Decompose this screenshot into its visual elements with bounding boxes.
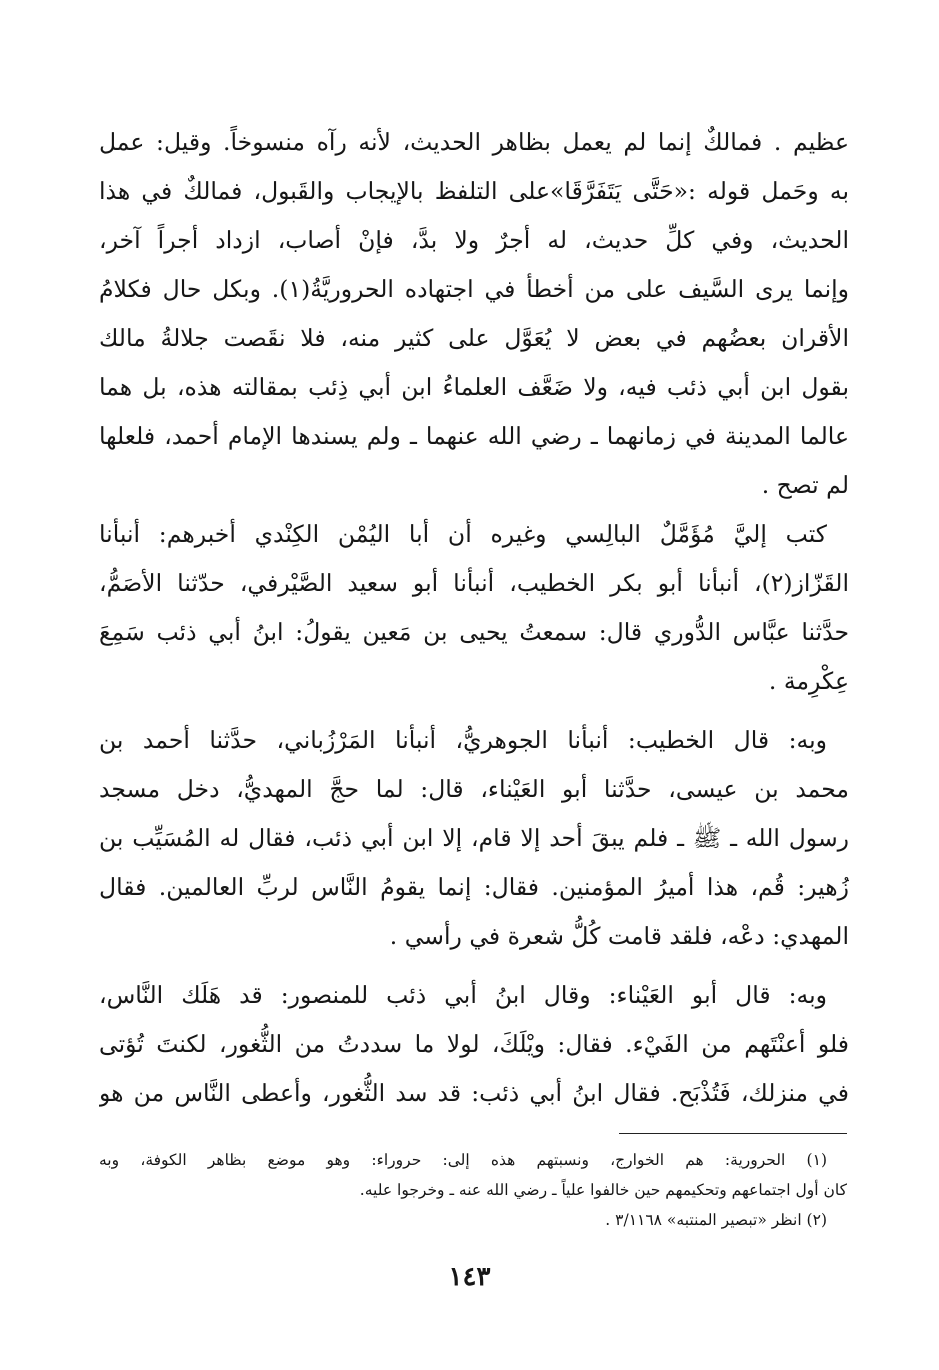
text-line: المهدي: دعْه، فلقد قامت كُلُّ شعرة في رأسي .	[389, 922, 849, 950]
footnote-line: (١) الحرورية: هم الخوارج، ونسبتهم هذه إلى: حروراء: وهو موضع بظاهر الكوفة، وبه	[99, 1151, 827, 1169]
footnotes	[99, 1145, 847, 1235]
paragraph-1	[99, 118, 849, 510]
text-line: كتب إليَّ مُؤَمَّلٌ البالِسي وغيره أن أبا اليُمْن الكِنْدي أخبرهم: أنبأنا	[99, 520, 827, 548]
text-line: زُهير: قُم، هذا أميرُ المؤمنين. فقال: إنما يقومُ النَّاس لربِّ العالمين. فقال	[99, 873, 849, 901]
text-line: فلو أعنْتَهم من الفَيْء. فقال: ويْلَكَ، لولا ما سددتُ من الثُّغور، لكنتَ تُؤتى	[99, 1030, 849, 1058]
page-number: ١٤٣	[448, 1262, 491, 1292]
text-line: وإنما يرى السَّيف على من أخطأ في اجتهاده الحروريَّةُ(١). وبكل حال فكلامُ	[99, 275, 849, 303]
footnote-separator	[619, 1133, 847, 1134]
text-line: وبه: قال الخطيب: أنبأنا الجوهريُّ، أنبأنا المَرْزُباني، حدَّثنا أحمد بن	[99, 726, 827, 754]
text-line: محمد بن عيسى، حدَّثنا أبو العَيْناء، قال: لما حجَّ المهديُّ، دخل مسجد	[99, 775, 849, 803]
text-line: عظيم . فمالكٌ إنما لم يعمل بظاهر الحديث، لأنه رآه منسوخاً. وقيل: عمل	[99, 128, 849, 156]
footnote-line: كان أول اجتماعهم وتحكيمهم حين خالفوا علياً ـ رضي الله عنه ـ وخرجوا عليه.	[359, 1181, 847, 1199]
text-line: في منزلك، فَتُذْبَح. فقال ابنُ أبي ذئب: قد سد الثُّغور، وأعطى النَّاس من هو	[99, 1079, 849, 1107]
text-line: عالما المدينة في زمانهما ـ رضي الله عنهما ـ ولم يسندها الإمام أحمد، فلعلها	[99, 422, 849, 450]
text-line: عِكْرِمة .	[768, 667, 849, 695]
text-line: القَزّاز(٢)، أنبأنا أبو بكر الخطيب، أنبأنا أبو سعيد الصَّيْرفي، حدّثنا الأصَمُّ،	[99, 569, 849, 597]
text-line: وبه: قال أبو العَيْناء: وقال ابنُ أبي ذئب للمنصور: قد هَلَك النَّاس،	[99, 981, 827, 1009]
paragraph-3	[99, 716, 849, 961]
paragraph-2	[99, 510, 849, 706]
text-line: رسول الله ـ ﷺ ـ فلم يبقَ أحد إلا قام، إلا ابن أبي ذئب، فقال له المُسَيِّب بن	[99, 824, 849, 852]
text-line: الأقران بعضُهم في بعض لا يُعَوَّل على كثير منه، فلا نقَصت جلالةُ مالك	[99, 324, 849, 352]
text-line: لم تصح .	[761, 471, 849, 499]
text-line: الحديث، وفي كلِّ حديث، له أجرٌ ولا بدَّ، فإنْ أصاب، ازداد أجراً آخر،	[99, 226, 849, 254]
text-line: حدَّثنا عبَّاس الدُّوري قال: سمعتُ يحيى بن مَعين يقولُ: ابنُ أبي ذئب سَمِعَ	[99, 618, 849, 646]
footnote-line: (٢) انظر «تبصير المنتبه» ٣/١١٦٨ .	[605, 1211, 827, 1229]
text-line: به وحَمل قوله :«حَتَّى يَتَفَرَّقَا»على التلفظ بالإيجاب والقَبول، فمالكٌ في هذا	[99, 177, 849, 205]
paragraph-4	[99, 971, 849, 1118]
text-line: بقول ابن أبي ذئب فيه، ولا ضَعَّف العلماءُ ابن أبي ذِئب بمقالته هذه، بل هما	[99, 373, 849, 401]
